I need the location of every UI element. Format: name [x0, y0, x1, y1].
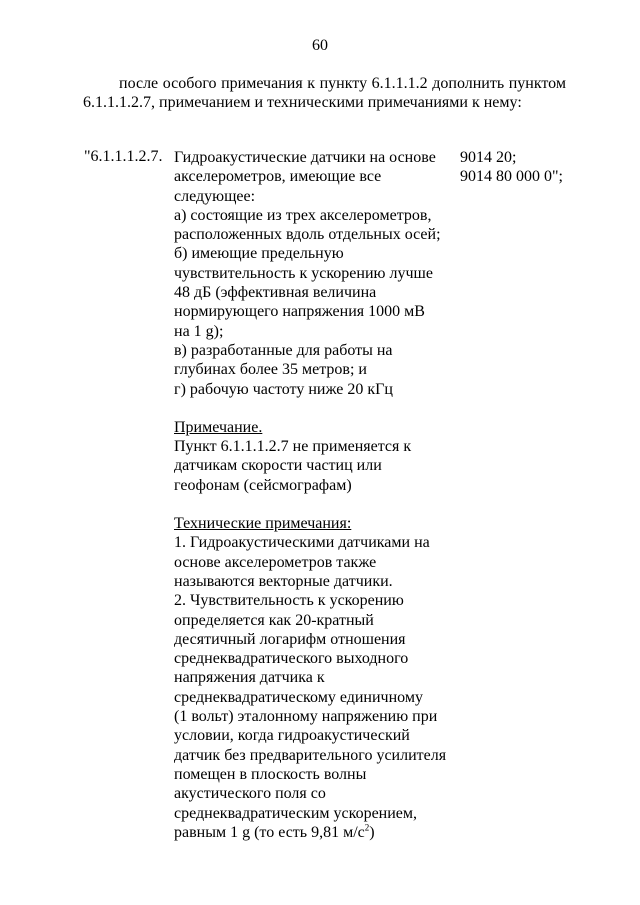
description-line: следующее:	[174, 187, 256, 205]
tariff-codes-column	[460, 148, 563, 187]
technical-notes-block	[174, 514, 459, 842]
technical-note-last-text: равным 1 g (то есть 9,81 м/с	[174, 823, 365, 841]
technical-note-line: датчик без предварительного усилителя	[174, 746, 447, 764]
technical-note-line: определяется как 20-кратный	[174, 611, 374, 629]
technical-note-line: среднеквадратического выходного	[174, 650, 409, 668]
technical-note-last-line	[174, 823, 459, 842]
technical-note-line: напряжения датчика к	[174, 669, 325, 687]
note-heading: Примечание.	[174, 418, 263, 436]
technical-note-line: десятичный логарифм отношения	[174, 630, 406, 648]
technical-note-line: 1. Гидроакустическими датчиками на	[174, 534, 430, 552]
description-line: акселерометров, имеющие все	[174, 168, 382, 186]
technical-note-line: акустического поля со	[174, 785, 326, 803]
note-block	[174, 418, 459, 495]
technical-note-line: называются векторные датчики.	[174, 572, 393, 590]
item-code: "6.1.1.1.2.7.	[84, 148, 163, 165]
technical-note-line: среднеквадратическому единичному	[174, 688, 423, 706]
item-description	[174, 148, 459, 399]
superscript-exponent: 2	[364, 822, 370, 833]
technical-note-line: среднеквадратическим ускорением,	[174, 804, 418, 822]
description-line: чувствительность к ускорению лучше	[174, 264, 433, 282]
description-line: расположенных вдоль отдельных осей;	[174, 226, 441, 244]
description-line: нормирующего напряжения 1000 мВ	[174, 303, 425, 321]
description-line: в) разработанные для работы на	[174, 341, 393, 359]
description-line: а) состоящие из трех акселерометров,	[174, 206, 432, 224]
note-line: геофонам (сейсмографам)	[174, 476, 352, 494]
item-description-column	[174, 148, 459, 842]
technical-note-line: помещен в плоскость волны	[174, 765, 367, 783]
technical-note-line: условии, когда гидроакустический	[174, 727, 410, 745]
description-line: на 1 g);	[174, 322, 224, 340]
technical-note-line: 2. Чувствительность к ускорению	[174, 592, 404, 610]
note-line: датчикам скорости частиц или	[174, 457, 382, 475]
page-number: 60	[312, 37, 328, 54]
technical-note-last-end: )	[369, 823, 375, 841]
technical-note-line: (1 вольт) эталонному напряжению при	[174, 708, 438, 726]
note-line: Пункт 6.1.1.1.2.7 не применяется к	[174, 438, 412, 456]
intro-paragraph: после особого примечания к пункту 6.1.1.1.2 дополнить пунктом 6.1.1.1.2.7, примечанием и техническими примечаниями к нему:	[83, 75, 566, 111]
tariff-code: 9014 80 000 0";	[460, 168, 563, 186]
description-line: глубинах более 35 метров; и	[174, 361, 367, 379]
description-line: 48 дБ (эффективная величина	[174, 284, 377, 302]
description-line: г) рабочую частоту ниже 20 кГц	[174, 380, 393, 398]
description-line: Гидроакустические датчики на основе	[174, 149, 436, 166]
tariff-code: 9014 20;	[460, 149, 517, 166]
description-line: б) имеющие предельную	[174, 245, 344, 263]
technical-note-line: основе акселерометров также	[174, 553, 377, 571]
technical-notes-heading: Технические примечания:	[174, 515, 352, 533]
